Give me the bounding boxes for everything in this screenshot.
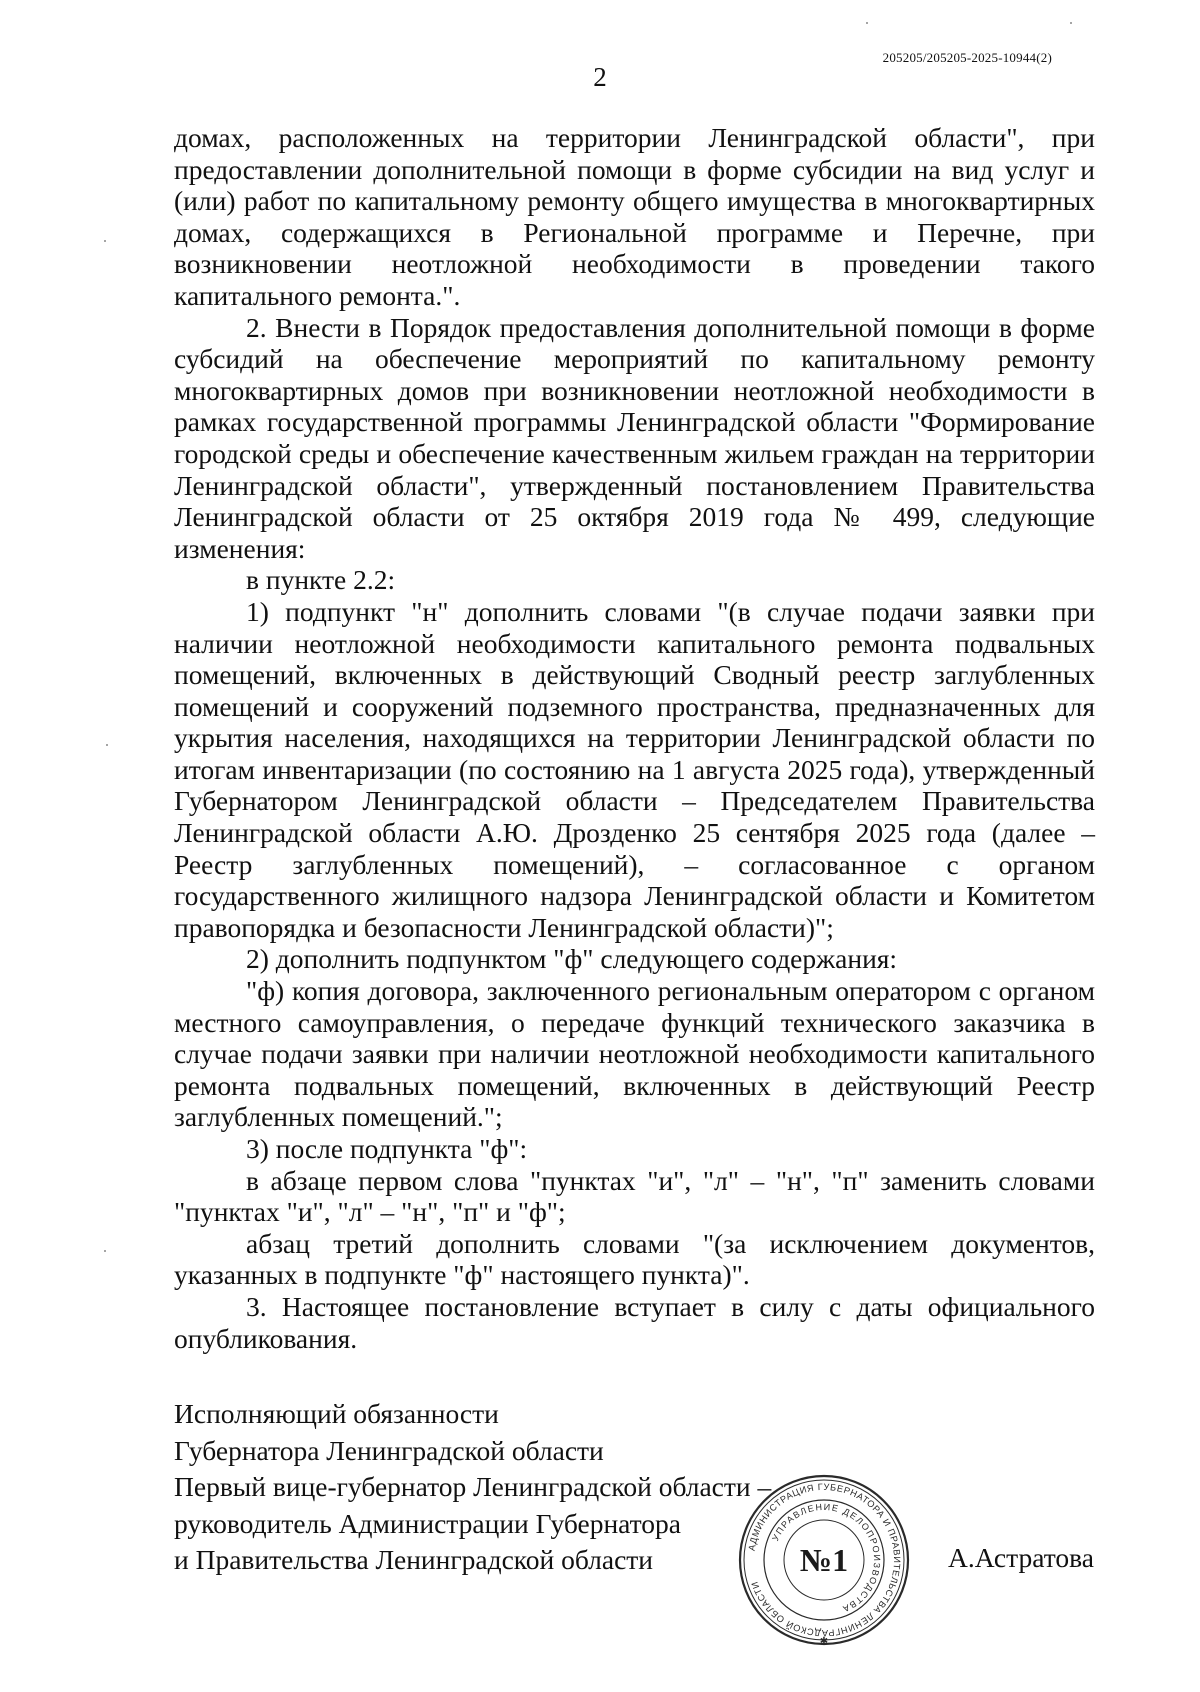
paragraph-clause-2-2: в пункте 2.2: bbox=[246, 564, 396, 596]
paragraph-subitem-f-text: "ф) копия договора, заключенного региональным оператором с органом местного самоуправления, о передаче функций технического заказчика в случае подачи заявки при наличии неотложной необходимости капитального ремонта подвальных помещений, включенных в действующий Реестр заглубленных помещений."; bbox=[174, 975, 1095, 1133]
paragraph-item-2: 2. Внести в Порядок предоставления дополнительной помощи в форме субсидий на обеспечение мероприятий по капитальному ремонту многоквартирных домов при возникновении неотложной необходимости в рамках государственной программы Ленинградской области "Формирование городской среды и обеспечение качественным жильем граждан на территории Ленинградской области", утвержденный постановлением Правительства Ленинградской области от 25 октября 2019 года № 499, следующие изменения: bbox=[174, 311, 1095, 564]
scan-speck bbox=[104, 240, 106, 242]
seal-inner-text: УПРАВЛЕНИЕ ДЕЛОПРОИЗВОДСТВА bbox=[770, 1501, 883, 1615]
document-id: 205205/205205-2025-10944(2) bbox=[882, 50, 1052, 65]
signature-line: Исполняющий обязанности bbox=[174, 1398, 499, 1429]
paragraph-replace-words: в абзаце первом слова "пунктах "и", "л" – "н", "п" заменить словами "пунктах "и", "л" – "н", "п" и "ф"; bbox=[174, 1164, 1095, 1228]
seal-number: №1 bbox=[799, 1542, 849, 1578]
signer-name: А.Астратова bbox=[948, 1542, 1094, 1573]
paragraph-subitem-2: 2) дополнить подпунктом "ф" следующего содержания: bbox=[246, 943, 898, 975]
paragraph-third-abzac: абзац третий дополнить словами "(за исключением документов, указанных в подпункте "ф" настоящего пункта)". bbox=[174, 1227, 1095, 1291]
signature-line: и Правительства Ленинградской области bbox=[174, 1544, 654, 1575]
seal-outer-text: АДМИНИСТРАЦИЯ ГУБЕРНАТОРА И ПРАВИТЕЛЬСТВА ЛЕНИНГРАДСКОЙ ОБЛАСТИ bbox=[746, 1481, 903, 1639]
signature-line: Губернатора Ленинградской области bbox=[174, 1434, 604, 1466]
star-icon: ✱ bbox=[819, 1636, 829, 1647]
page-number: 2 bbox=[593, 62, 607, 92]
paragraph-subitem-3: 3) после подпункта "ф": bbox=[246, 1133, 528, 1164]
paragraph-item-3: 3. Настоящее постановление вступает в силу с даты официального опубликования. bbox=[174, 1290, 1095, 1354]
scan-speck bbox=[1070, 22, 1072, 24]
signature-block bbox=[174, 1396, 774, 1579]
signature-line: руководитель Администрации Губернатора bbox=[174, 1507, 682, 1539]
scan-speck bbox=[866, 22, 868, 24]
paragraph-subitem-1: 1) подпункт "н" дополнить словами "(в случае подачи заявки при наличии неотложной необходимости капитального ремонта подвальных помещений, включенных в действующий Сводный реестр заглубленных помещений и сооружений подземного пространства, предназначенных для укрытия населения, находящихся на территории Ленинградской области по итогам инвентаризации (по состоянию на 1 августа 2025 года), утвержденный Губернатором Ленинградской области – Председателем Правительства Ленинградской области А.Ю. Дрозденко 25 сентября 2025 года (далее – Реестр заглубленных помещений), – согласованное с органом государственного жилищного надзора Ленинградской области и Комитетом правопорядка и безопасности Ленинградской области)"; bbox=[174, 595, 1095, 943]
scan-speck bbox=[104, 1250, 106, 1252]
official-seal bbox=[736, 1472, 912, 1648]
scan-speck bbox=[106, 744, 108, 746]
paragraph-continuation: домах, расположенных на территории Ленинградской области", при предоставлении дополнительной помощи в форме субсидии на вид услуг и (или) работ по капитальному ремонту общего имущества в многоквартирных домах, содержащихся в Региональной программе и Перечне, при возникновении неотложной необходимости в проведении такого капитального ремонта.". bbox=[174, 122, 1095, 311]
document-body bbox=[174, 122, 1095, 1354]
signature-line: Первый вице-губернатор Ленинградской области – bbox=[174, 1471, 772, 1502]
